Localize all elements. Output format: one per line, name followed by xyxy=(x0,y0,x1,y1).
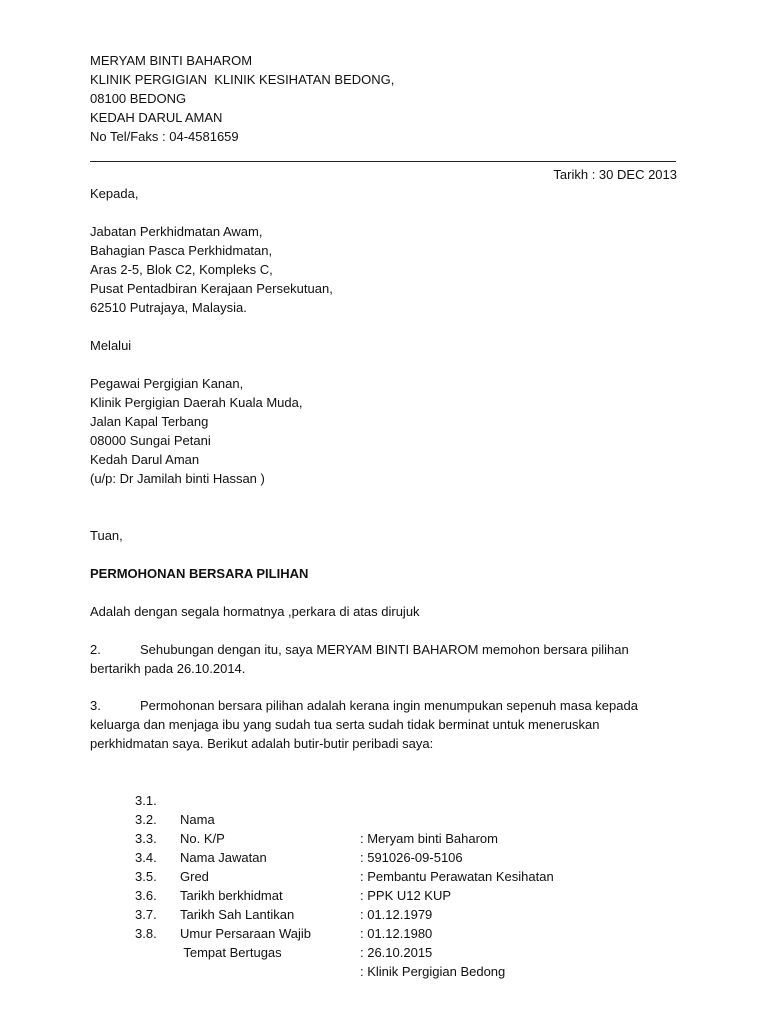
salutation-to: Kepada, xyxy=(90,186,139,201)
detail-label: Tempat Bertugas xyxy=(180,945,282,960)
detail-value: : Meryam binti Baharom xyxy=(360,831,498,846)
recipient-line: Aras 2-5, Blok C2, Kompleks C, xyxy=(90,262,273,277)
sender-state: KEDAH DARUL AMAN xyxy=(90,110,223,125)
via-line: 08000 Sungai Petani xyxy=(90,433,211,448)
detail-label: Tarikh berkhidmat xyxy=(180,888,283,903)
via-line: Klinik Pergigian Daerah Kuala Muda, xyxy=(90,395,303,410)
via-line: Kedah Darul Aman xyxy=(90,452,200,467)
subject-heading: PERMOHONAN BERSARA PILIHAN xyxy=(90,566,309,581)
detail-number: 3.1. xyxy=(135,793,157,808)
greeting: Tuan, xyxy=(90,528,123,543)
detail-value: : Pembantu Perawatan Kesihatan xyxy=(360,869,554,884)
letter-date: Tarikh : 30 DEC 2013 xyxy=(553,167,677,182)
sender-name: MERYAM BINTI BAHAROM xyxy=(90,53,253,68)
sender-org: KLINIK PERGIGIAN KLINIK KESIHATAN BEDONG, xyxy=(90,72,395,87)
detail-label: Gred xyxy=(180,869,209,884)
detail-number: 3.3. xyxy=(135,831,157,846)
detail-value: : PPK U12 KUP xyxy=(360,888,452,903)
detail-label: No. K/P xyxy=(180,831,225,846)
paragraph-number: 2. xyxy=(90,642,101,657)
detail-number: 3.7. xyxy=(135,907,157,922)
paragraph-2 xyxy=(90,640,666,678)
recipient-line: 62510 Putrajaya, Malaysia. xyxy=(90,300,247,315)
via-line: Jalan Kapal Terbang xyxy=(90,414,209,429)
detail-label: Nama Jawatan xyxy=(180,850,267,865)
detail-value: : Klinik Pergigian Bedong xyxy=(360,964,506,979)
detail-label: Umur Persaraan Wajib xyxy=(180,926,312,941)
detail-value: : 26.10.2015 xyxy=(360,945,433,960)
detail-label: Nama xyxy=(180,812,215,827)
recipient-line: Pusat Pentadbiran Kerajaan Persekutuan, xyxy=(90,281,333,296)
detail-value: : 01.12.1979 xyxy=(360,907,433,922)
detail-label: Tarikh Sah Lantikan xyxy=(180,907,295,922)
via-line: Pegawai Pergigian Kanan, xyxy=(90,376,244,391)
sender-phone: No Tel/Faks : 04-4581659 xyxy=(90,129,239,144)
paragraph-number: 3. xyxy=(90,698,101,713)
paragraph-3 xyxy=(90,696,666,753)
via-line: (u/p: Dr Jamilah binti Hassan ) xyxy=(90,471,265,486)
opening-line: Adalah dengan segala hormatnya ,perkara di atas dirujuk xyxy=(90,604,420,619)
detail-number: 3.4. xyxy=(135,850,157,865)
detail-number: 3.5. xyxy=(135,869,157,884)
detail-number: 3.6. xyxy=(135,888,157,903)
recipient-line: Jabatan Perkhidmatan Awam, xyxy=(90,224,263,239)
detail-value: : 591026-09-5106 xyxy=(360,850,463,865)
recipient-line: Bahagian Pasca Perkhidmatan, xyxy=(90,243,273,258)
via-label: Melalui xyxy=(90,338,132,353)
paragraph-text: Permohonan bersara pilihan adalah kerana ingin menumpukan sepenuh masa kepada keluarga dan menjaga ibu yang sudah tua serta sudah tidak berminat untuk meneruskan perkhidmatan saya. Berikut adalah butir-butir peribadi saya: xyxy=(90,698,638,751)
detail-number: 3.8. xyxy=(135,926,157,941)
header-divider xyxy=(90,161,676,162)
sender-postcode: 08100 BEDONG xyxy=(90,91,187,106)
detail-value: : 01.12.1980 xyxy=(360,926,433,941)
paragraph-text: Sehubungan dengan itu, saya MERYAM BINTI BAHAROM memohon bersara pilihan bertarikh pada 26.10.2014. xyxy=(90,642,629,676)
detail-number: 3.2. xyxy=(135,812,157,827)
